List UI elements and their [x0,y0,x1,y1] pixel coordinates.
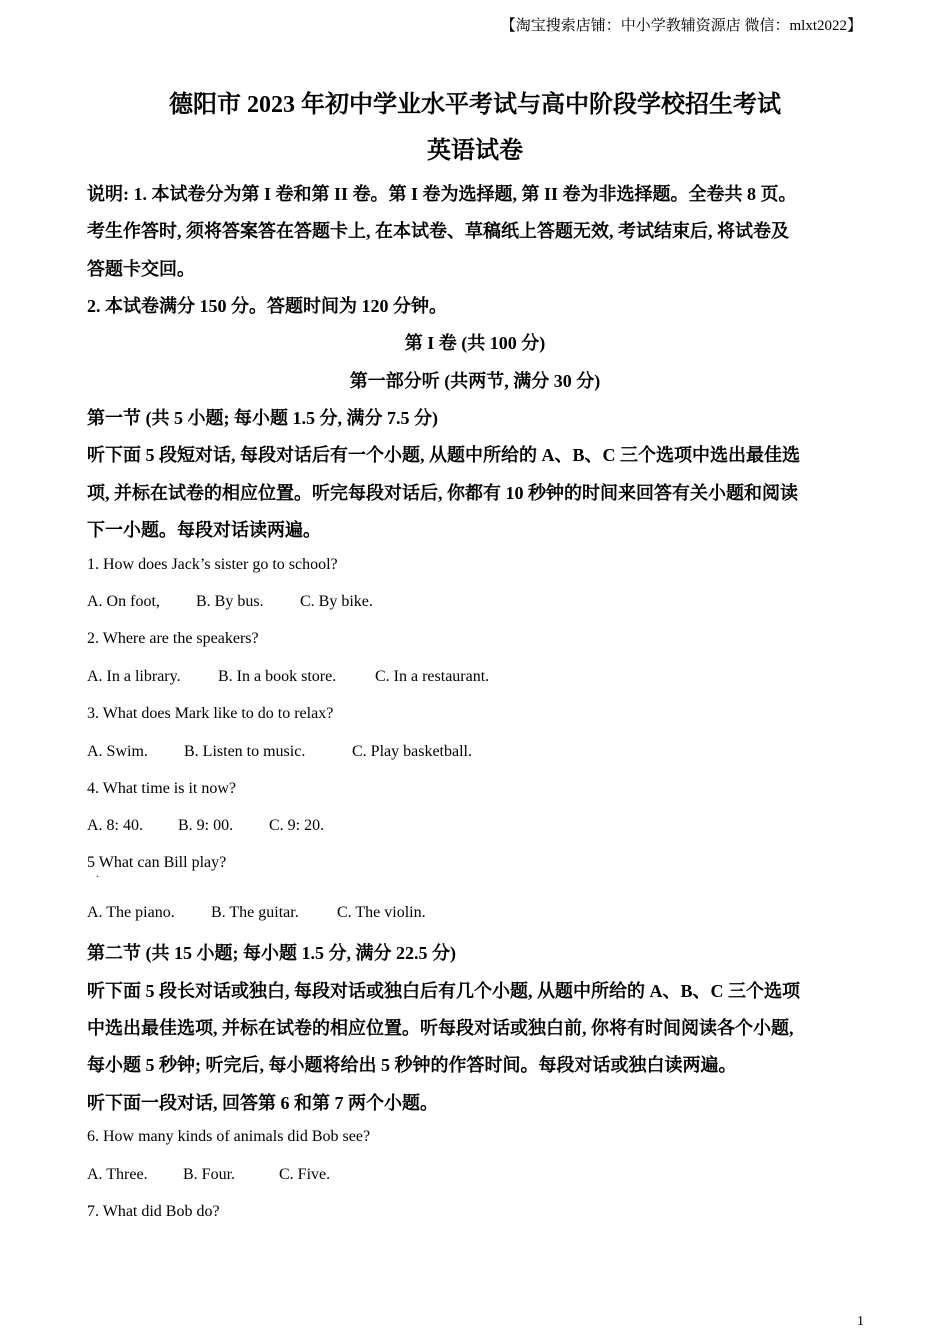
exam-subtitle: 英语试卷 [427,138,523,164]
q3-option-a: A. Swim. [87,743,148,760]
section1-direction-2: 项, 并标在试卷的相应位置。听完每段对话后, 你都有 10 秒钟的时间来回答有关小题和阅读 [87,483,798,503]
instructions-line-4: 2. 本试卷满分 150 分。答题时间为 120 分钟。 [87,296,447,316]
instructions-line-3: 答题卡交回。 [87,259,195,279]
q3-option-b: B. Listen to music. [184,743,306,760]
q3-option-c: C. Play basketball. [352,743,472,760]
question-6: 6. How many kinds of animals did Bob see? [87,1128,371,1145]
q5-option-a: A. The piano. [87,904,175,921]
q4-option-a: A. 8: 40. [87,817,143,834]
q1-option-b: B. By bus. [196,593,264,610]
q6-option-c: C. Five. [279,1166,331,1183]
watermark-text: 【淘宝搜索店铺：中小学教辅资源店 微信：mlxt2022】 [500,18,862,34]
section2-direction-1: 听下面 5 段长对话或独白, 每段对话或独白后有几个小题, 从题中所给的 A、B、C 三个选项 [87,981,801,1001]
part-heading: 第一部分听 (共两节, 满分 30 分) [349,371,601,391]
q5-option-b: B. The guitar. [211,904,299,921]
q6-option-b: B. Four. [183,1166,236,1183]
instructions-line-1: 说明: 1. 本试卷分为第 I 卷和第 II 卷。第 I 卷为选择题, 第 II 卷为非选择题。全卷共 8 页。 [87,184,797,204]
question-7: 7. What did Bob do? [87,1203,220,1220]
stray-dot-mark: · [96,872,100,883]
q2-option-a: A. In a library. [87,668,181,685]
section2-subheading: 听下面一段对话, 回答第 6 和第 7 两个小题。 [87,1093,438,1113]
q5-option-c: C. The violin. [337,904,426,921]
q6-option-a: A. Three. [87,1166,148,1183]
section1-direction-3: 下一小题。每段对话读两遍。 [87,520,321,540]
page-number: 1 [857,1314,864,1329]
q1-option-a: A. On foot, [87,593,160,610]
q4-option-b: B. 9: 00. [178,817,234,834]
q4-option-c: C. 9: 20. [269,817,325,834]
q2-option-c: C. In a restaurant. [375,668,490,685]
question-5: 5 What can Bill play? [87,854,227,871]
q1-option-c: C. By bike. [300,593,373,610]
instructions-line-2: 考生作答时, 须将答案答在答题卡上, 在本试卷、草稿纸上答题无效, 考试结束后, 将试卷及 [87,221,789,241]
section2-direction-2: 中选出最佳选项, 并标在试卷的相应位置。听每段对话或独白前, 你将有时间阅读各个小题, [87,1018,794,1038]
section1-direction-1: 听下面 5 段短对话, 每段对话后有一个小题, 从题中所给的 A、B、C 三个选项中选出最佳选 [87,445,801,465]
question-3: 3. What does Mark like to do to relax? [87,705,334,722]
question-2: 2. Where are the speakers? [87,630,259,647]
section2-direction-3: 每小题 5 秒钟; 听完后, 每小题将给出 5 秒钟的作答时间。每段对话或独白读两遍。 [87,1055,737,1075]
section2-heading: 第二节 (共 15 小题; 每小题 1.5 分, 满分 22.5 分) [87,943,456,963]
section1-heading: 第一节 (共 5 小题; 每小题 1.5 分, 满分 7.5 分) [87,408,438,428]
question-1: 1. How does Jack’s sister go to school? [87,556,338,573]
volume-heading: 第 I 卷 (共 100 分) [404,333,546,353]
exam-title: 德阳市 2023 年初中学业水平考试与高中阶段学校招生考试 [169,92,781,118]
question-4: 4. What time is it now? [87,780,237,797]
q2-option-b: B. In a book store. [218,668,337,685]
